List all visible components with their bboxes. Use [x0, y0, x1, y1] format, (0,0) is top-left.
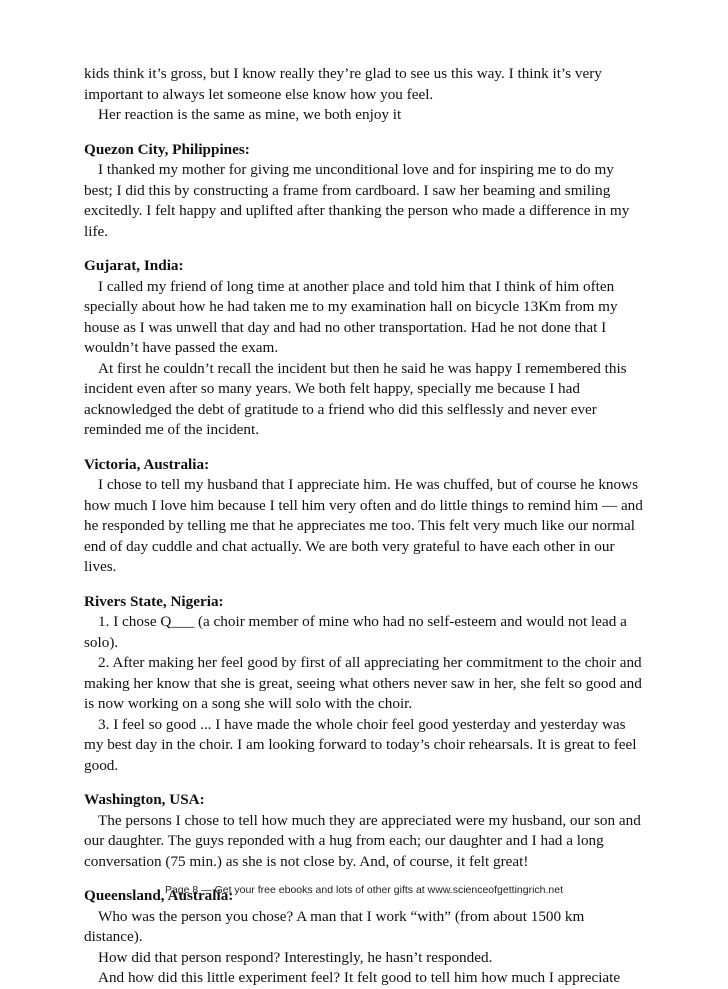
section-location-heading: Gujarat, India:	[84, 257, 184, 274]
section-paragraph: I chose to tell my husband that I appreciate him. He was chuffed, but of course he knows how much I love him because I tell him very often and do little things to remind him — and he responded by telling me that he appreciates me too. This felt very much like our normal end of day cuddle and chat actually. We are both very grateful to have each other in our lives.	[84, 476, 643, 575]
section-rivers-state	[84, 592, 644, 777]
page-footer: Page 8 — Get your free ebooks and lots of other gifts at www.scienceofgettingrich.net	[164, 884, 564, 896]
section-gujarat	[84, 256, 644, 441]
section-victoria	[84, 455, 644, 578]
section-paragraph: At first he couldn’t recall the incident but then he said he was happy I remembered this incident even after so many years. We both felt happy, specially me because I had acknowledged the debt of gratitude to a friend who did this selflessly and never ever reminded me of the incident.	[84, 359, 627, 438]
section-paragraph: How did that person respond? Interestingly, he hasn’t responded.	[98, 948, 493, 966]
section-paragraph: And how did this little experiment feel? It felt good to tell him how much I appreciate	[98, 969, 621, 986]
section-location-heading: Queensland, Australia:	[84, 887, 234, 904]
section-paragraph: The persons I chose to tell how much they are appreciated were my husband, our son and our daughter. The guys reponded with a hug from each; our daughter and I had a long conversation (75 min.) as she is not close by. And, of course, it felt great!	[84, 811, 641, 870]
section-paragraph: 1. I chose Q___ (a choir member of mine who had no self-esteem and would not lead a solo).	[84, 613, 627, 651]
section-paragraph: 2. After making her feel good by first of all appreciating her commitment to the choir and making her know that she is great, seeing what others never saw in her, she felt so good and is now working on a song she will solo with the choir.	[84, 654, 642, 712]
section-location-heading: Quezon City, Philippines:	[84, 140, 250, 158]
section-location-heading: Washington, USA:	[84, 791, 205, 808]
intro-paragraph-1: kids think it’s gross, but I know really they’re glad to see us this way. I think it’s very important to always let someone else know how you feel.	[84, 65, 602, 103]
section-location-heading: Rivers State, Nigeria:	[84, 592, 224, 610]
intro-paragraph-2: Her reaction is the same as mine, we both enjoy it	[98, 106, 402, 123]
section-queensland	[84, 886, 644, 989]
section-paragraph: I thanked my mother for giving me unconditional love and for inspiring me to do my best; I did this by constructing a frame from cardboard. I saw her beaming and smiling excitedly. I felt happy and uplifted after thanking the person who made a difference in my life.	[84, 161, 630, 240]
section-paragraph: I called my friend of long time at another place and told him that I think of him often specially about how he had taken me to my examination hall on bicycle 13Km from my house as I was unwell that day and had no other transportation. Had he not done that I wouldn’t have passed the exam.	[84, 277, 618, 356]
section-paragraph: Who was the person you chose? A man that I work “with” (from about 1500 km distance).	[84, 907, 585, 945]
section-paragraph: 3. I feel so good ... I have made the whole choir feel good yesterday and yesterday was my best day in the choir. I am looking forward to today’s choir rehearsals. It is great to feel good.	[84, 715, 637, 774]
section-washington	[84, 790, 644, 872]
section-quezon-city	[84, 140, 644, 243]
document-page	[84, 64, 644, 989]
section-location-heading: Victoria, Australia:	[84, 455, 210, 473]
